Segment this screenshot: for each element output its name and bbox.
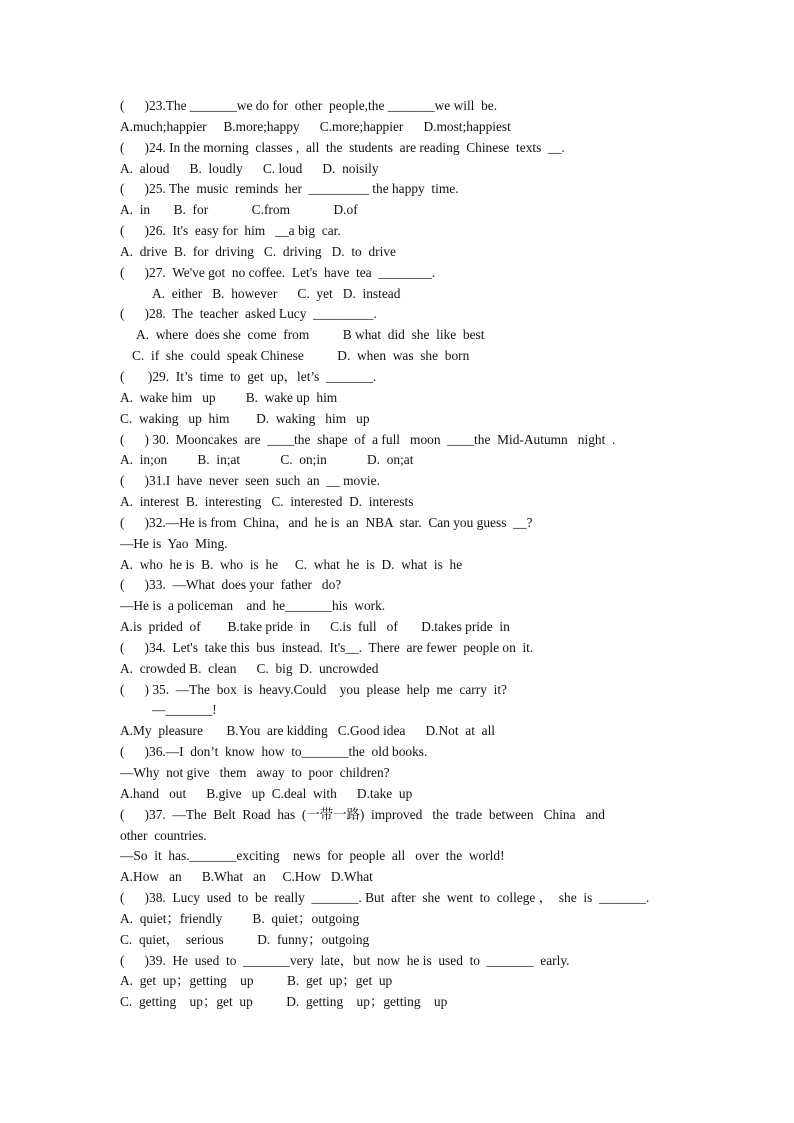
q37-stem-cont: other countries.: [120, 827, 207, 843]
q28-options-ab: A. where does she come from B what did she like best: [136, 327, 485, 343]
q24-stem: ( )24. In the morning classes , all the students are reading Chinese texts __.: [120, 139, 565, 155]
q29-stem: ( )29. It’s time to get up，let’s _______.: [120, 368, 377, 384]
q32-options: A. who he is B. who is he C. what he is D. what is he: [120, 556, 463, 572]
q24-options: A. aloud B. loudly C. loud D. noisily: [120, 160, 379, 176]
q34-options: A. crowded B. clean C. big D. uncrowded: [120, 660, 379, 676]
q35-options: A.My pleasure B.You are kidding C.Good idea D.Not at all: [120, 723, 496, 739]
q37-stem: ( )37. —The Belt Road has (一带一路) improved the trade between China and: [120, 806, 605, 822]
q35-reply: —_______!: [152, 702, 217, 718]
q28-options-cd: C. if she could speak Chinese D. when was she born: [132, 348, 470, 364]
q29-options-ab: A. wake him up B. wake up him: [120, 389, 338, 405]
q32-stem: ( )32.—He is from China，and he is an NBA star. Can you guess __?: [120, 514, 533, 530]
q25-stem: ( )25. The music reminds her _________ the happy time.: [120, 181, 459, 197]
q33-stem: ( )33. —What does your father do?: [120, 577, 342, 593]
exercise-page: [120, 96, 680, 1013]
q33-options: A.is prided of B.take pride in C.is full of D.takes pride in: [120, 619, 510, 635]
q37-reply: —So it has._______exciting news for people all over the world!: [120, 848, 505, 864]
q26-options: A. drive B. for driving C. driving D. to drive: [120, 243, 396, 259]
q31-options: A. interest B. interesting C. interested D. interests: [120, 494, 414, 510]
q29-options-cd: C. waking up him D. waking him up: [120, 410, 370, 426]
q25-options: A. in B. for C.from D.of: [120, 202, 358, 218]
q32-reply: —He is Yao Ming.: [120, 535, 228, 551]
q26-stem: ( )26. It's easy for him __a big car.: [120, 223, 341, 239]
q27-options: A. either B. however C. yet D. instead: [152, 285, 401, 301]
q35-stem: ( ) 35. —The box is heavy.Could you please help me carry it?: [120, 681, 507, 697]
q36-options: A.hand out B.give up C.deal with D.take up: [120, 785, 413, 801]
q34-stem: ( )34. Let's take this bus instead. It's__. There are fewer people on it.: [120, 639, 534, 655]
q38-options-cd: C. quiet， serious D. funny；outgoing: [120, 931, 370, 947]
q33-reply: —He is a policeman and he_______his work.: [120, 598, 386, 614]
q31-stem: ( )31.I have never seen such an __ movie.: [120, 473, 380, 489]
q36-stem: ( )36.—I don’t know how to_______the old books.: [120, 744, 428, 760]
q39-options-ab: A. get up；getting up B. get up；get up: [120, 973, 393, 989]
q27-stem: ( )27. We've got no coffee. Let's have tea ________.: [120, 264, 436, 280]
q37-options: A.How an B.What an C.How D.What: [120, 869, 373, 885]
q30-stem: ( ) 30. Mooncakes are ____the shape of a full moon ____the Mid-Autumn night .: [120, 431, 616, 447]
q38-options-ab: A. quiet；friendly B. quiet；outgoing: [120, 910, 360, 926]
q39-options-cd: C. getting up；get up D. getting up；getting up: [120, 994, 448, 1010]
q39-stem: ( )39. He used to _______very late，but now he is used to _______ early.: [120, 952, 570, 968]
q23-stem: ( )23.The _______we do for other people,the _______we will be.: [120, 98, 498, 113]
q36-reply: —Why not give them away to poor children?: [120, 765, 390, 780]
q38-stem: ( )38. Lucy used to be really _______. But after she went to college ， she is _______.: [120, 890, 650, 906]
q30-options: A. in;on B. in;at C. on;in D. on;at: [120, 452, 414, 468]
q23-options: A.much;happier B.more;happy C.more;happier D.most;happiest: [120, 118, 511, 134]
q28-stem: ( )28. The teacher asked Lucy _________.: [120, 306, 377, 322]
